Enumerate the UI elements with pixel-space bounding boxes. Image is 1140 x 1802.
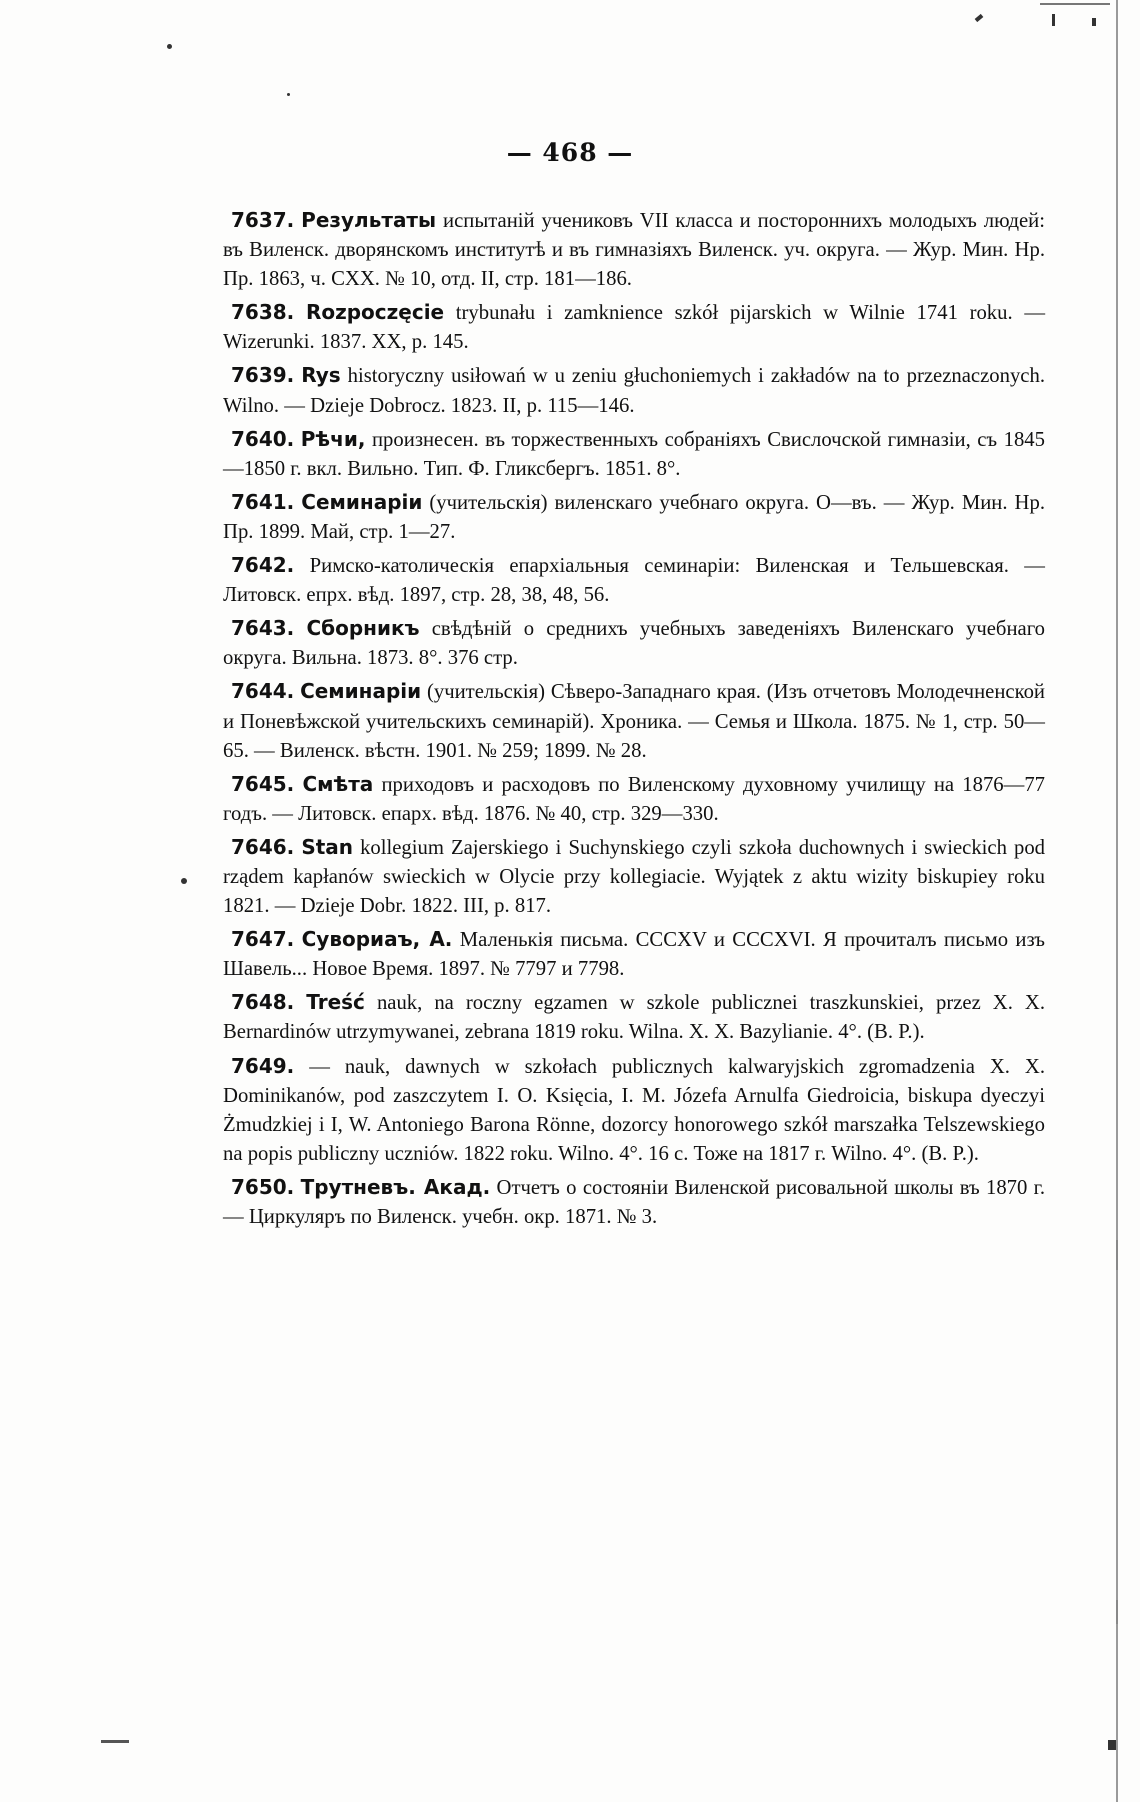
entry-text: (учительскія) Сѣверо-Западнаго края. (Изъ отчетовъ Молодечненской и Поневѣжской учительскихъ семинарій). Хроника. — Семья и Школа. 1875. № 1, стр. 50—65. — Виленск. вѣстн. 1901. № 259; 1899. № 28. xyxy=(223,681,1045,762)
scan-speck xyxy=(167,44,172,49)
entry-number: 7646. xyxy=(231,834,295,859)
page-edge-line xyxy=(1116,0,1118,1802)
bibliography-entry xyxy=(223,614,1045,673)
scan-speck xyxy=(1108,1740,1116,1750)
entry-heading: Смѣта xyxy=(302,771,374,796)
entry-text: приходовъ и расходовъ по Виленскому духовному училищу на 1876—77 годъ. — Литовск. епарх. вѣд. 1876. № 40, стр. 329—330. xyxy=(223,773,1046,825)
scan-speck xyxy=(1040,3,1110,5)
entry-number: 7641. xyxy=(231,489,295,514)
scan-speck xyxy=(1116,1600,1118,1624)
entry-text: свѣдѣній о среднихъ учебныхъ заведеніяхъ Виленскаго учебнаго округа. Вильна. 1873. 8°. 376 стр. xyxy=(223,618,1046,670)
entry-heading: Сборникъ xyxy=(306,616,420,641)
entry-text: Римско-католическія епархіальныя семинаріи: Виленская и Тельшевская. — Литовск. епрх. вѣд. 1897, стр. 28, 38, 48, 56. xyxy=(223,555,1045,607)
entry-heading: Трутневъ. Акад. xyxy=(300,1174,491,1199)
scan-speck xyxy=(1116,1240,1118,1270)
entry-number: 7645. xyxy=(231,771,295,796)
entry-number: 7637. xyxy=(231,208,295,232)
entry-heading: Rys xyxy=(301,363,341,388)
entry-text: — nauk, dawnych w szkołach publicznych kalwaryjskich zgromadzenia X. X. Dominikanów, pod zaszczytem I. O. Księcia, I. M. Józefa Arnulfa Giedroicia, biskupa dyeczyi Żmudzkiej i I, W. Antoniego Barona Rönne, dozorcy honorowego szkół marszałka Telszewskiego na popis publiczny uczniów. 1822 roku. Wilno. 4°. 16 c. Тоже на 1817 г. Wilno. 4°. (B. P.). xyxy=(223,1055,1046,1165)
entry-number: 7638. xyxy=(231,300,295,325)
entry-text: (учительскія) виленскаго учебнаго округа. О—въ. — Жур. Мин. Нр. Пр. 1899. Май, стр. 1—27. xyxy=(223,491,1046,543)
bibliography-entry xyxy=(223,551,1045,610)
entry-number: 7644. xyxy=(231,679,295,704)
scan-speck xyxy=(1092,18,1096,26)
scan-speck xyxy=(287,93,290,96)
bibliography-entry xyxy=(223,298,1045,357)
bibliography-entry xyxy=(223,770,1045,829)
entry-number: 7640. xyxy=(231,426,295,451)
entry-heading: Сувориаъ, А. xyxy=(301,927,453,952)
entry-number: 7648. xyxy=(231,990,295,1015)
entry-number: 7647. xyxy=(231,927,295,952)
entry-text: trybunału i zamknience szkół pijarskich w Wilnie 1741 roku. — Wizerunki. 1837. XX, p. 145. xyxy=(223,302,1046,354)
bibliography-entry xyxy=(223,925,1045,984)
entry-heading: Результаты xyxy=(301,208,437,232)
entry-heading: Семинаріи xyxy=(301,489,423,514)
entry-number: 7642. xyxy=(231,553,295,578)
entry-heading: Stan xyxy=(301,834,354,859)
entry-number: 7649. xyxy=(231,1053,295,1078)
scan-speck xyxy=(1052,14,1055,26)
entry-text: Маленькія письма. CCCXV и CCCXVI. Я прочиталъ письмо изъ Шавель... Новое Время. 1897. № 7797 и 7798. xyxy=(223,929,1046,981)
bibliography-entry xyxy=(223,488,1045,547)
page-number: — 468 — xyxy=(506,138,634,167)
entry-heading: Rozpoczęcie xyxy=(305,300,445,325)
bibliography-entry xyxy=(223,425,1045,484)
entry-text: испытаній учениковъ VII класса и постороннихъ молодыхъ людей: въ Виленск. дворянскомъ институтѣ и въ гимназіяхъ Виленск. уч. округа. — Жур. Мин. Нр. Пр. 1863, ч. CXX. № 10, отд. II, стр. 181—186. xyxy=(223,210,1046,291)
bibliography-entry xyxy=(223,833,1045,921)
scan-speck xyxy=(975,14,984,22)
bibliography-entry xyxy=(223,988,1045,1047)
bibliography-entry xyxy=(223,1173,1045,1232)
bibliography-entry xyxy=(223,1052,1045,1169)
entry-text: nauk, na roczny egzamen w szkole publicznei traszkunskiei, przez X. X. Bernardinów utrzymywanei, zebrana 1819 roku. Wilna. X. X. Bazylianie. 4°. (B. P.). xyxy=(223,992,1046,1044)
entry-number: 7650. xyxy=(231,1174,295,1199)
entry-number: 7639. xyxy=(231,363,295,388)
entry-text: kollegium Zajerskiego i Suchynskiego czyli szkoła duchownych i swieckich pod rządem kapłanów swieckich w Olycie przy kollegiacie. Wyjątek z aktu wizity biskupiey roku 1821. — Dzieje Dobr. 1822. III, p. 817. xyxy=(223,836,1046,918)
scan-speck xyxy=(101,1740,129,1743)
entry-text: Отчетъ о состояніи Виленской рисовальной школы въ 1870 г. — Циркуляръ по Виленск. учебн. окр. 1871. № 3. xyxy=(223,1176,1045,1228)
entry-heading: Семинаріи xyxy=(300,679,422,704)
bibliography-entry xyxy=(223,677,1045,765)
entry-heading: Treść xyxy=(306,990,365,1015)
entry-number: 7643. xyxy=(231,616,295,641)
entry-heading: Рѣчи, xyxy=(300,426,366,451)
entry-text: historyczny usiłowań w u zeniu głuchoniemych i zakładów na to przeznaczonych. Wilno. — Dzieje Dobrocz. 1823. II, p. 115—146. xyxy=(223,365,1045,417)
bibliography-entry xyxy=(223,361,1045,420)
scan-speck xyxy=(181,878,187,884)
entry-text: произнесен. въ торжественныхъ собраніяхъ Свислочской гимназіи, съ 1845—1850 г. вкл. Вильно. Тип. Ф. Гликсбергъ. 1851. 8°. xyxy=(223,428,1045,480)
bibliography-entries xyxy=(223,206,1045,1236)
bibliography-entry xyxy=(223,206,1045,294)
